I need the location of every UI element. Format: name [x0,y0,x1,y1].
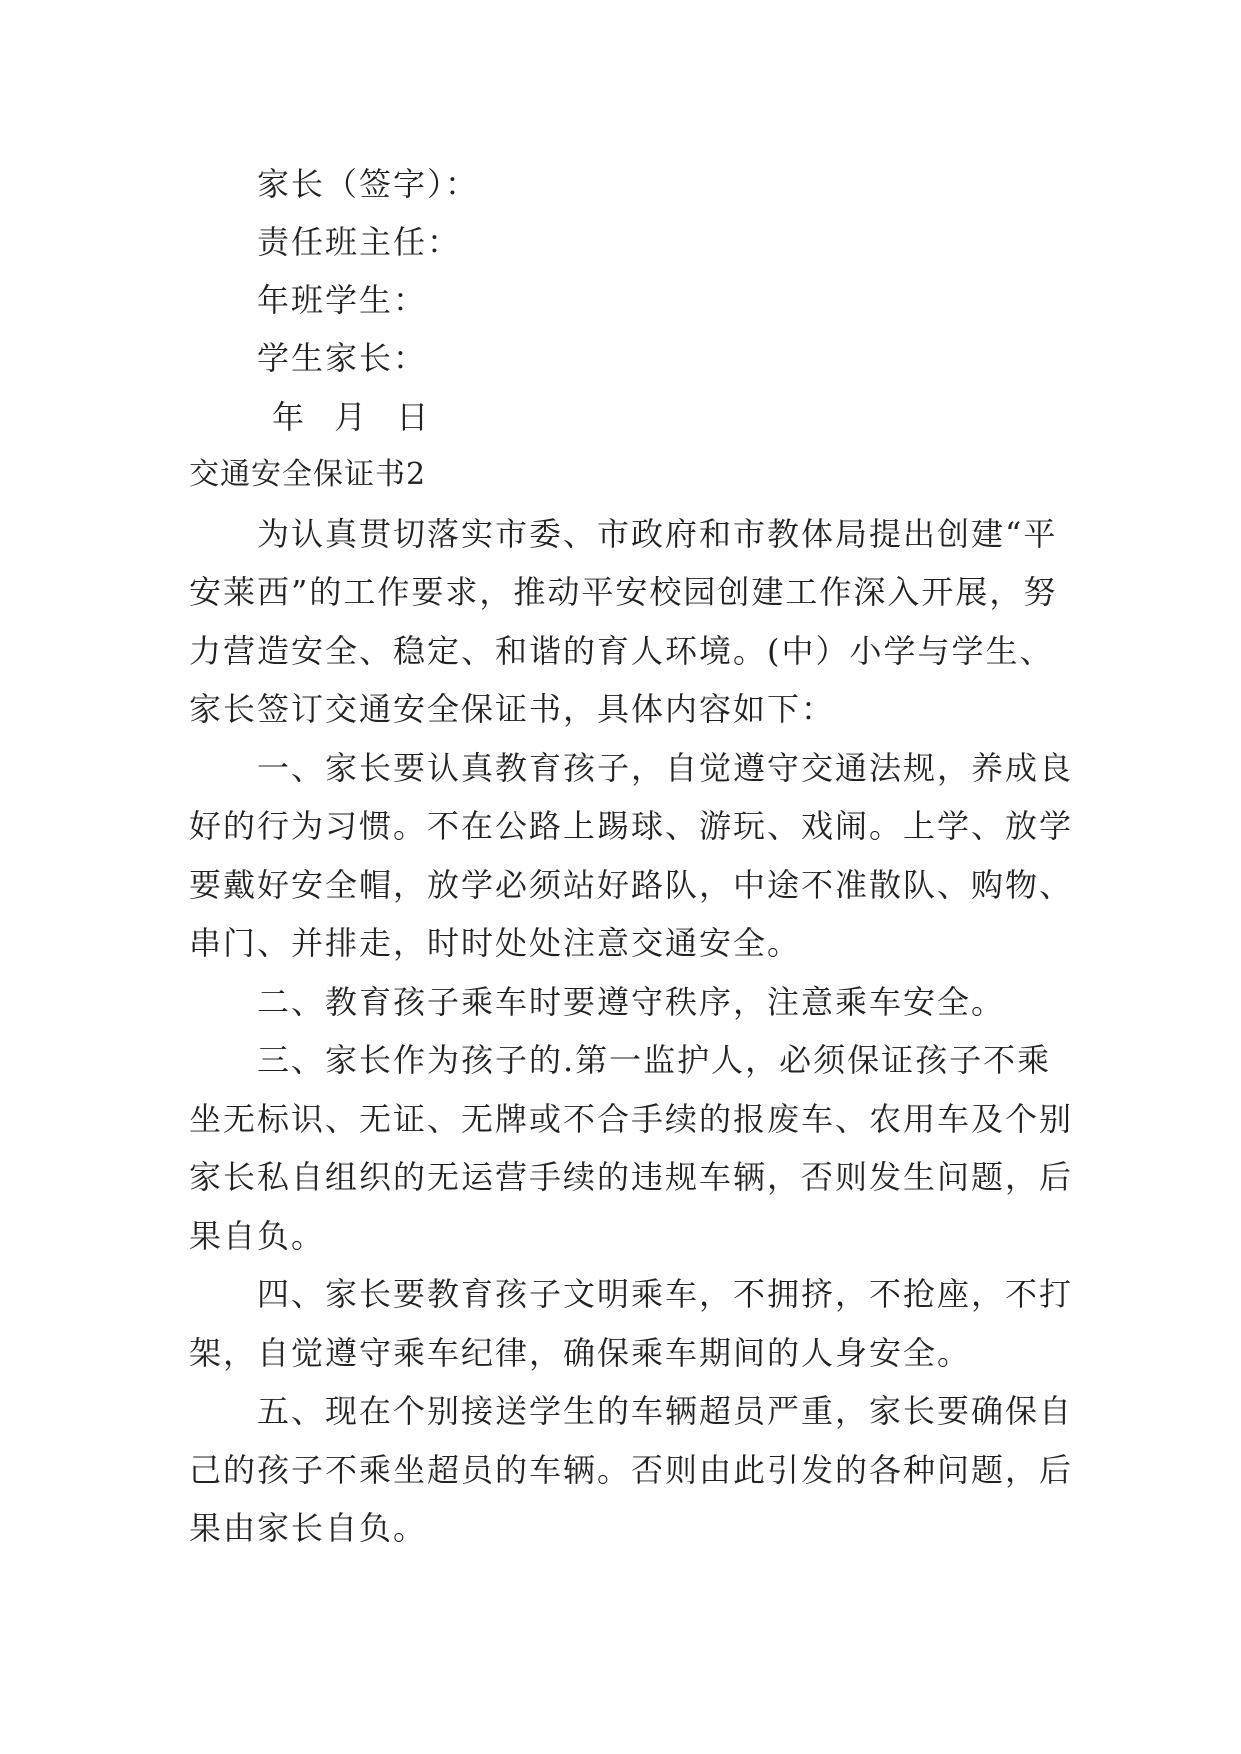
student-parent-line: 学生家长： [257,339,428,377]
paragraph-line: 坐无标识、无证、无牌或不合手续的报废车、农用车及个别 [189,1100,1074,1138]
paragraph-line: 果由家长自负。 [189,1509,428,1547]
paragraph-line: 三、家长作为孩子的.第一监护人，必须保证孩子不乘 [257,1041,1052,1079]
class-student-line: 年班学生： [257,281,428,319]
paragraph-line: 家长签订交通安全保证书，具体内容如下： [189,690,836,728]
paragraph-line: 五、现在个别接送学生的车辆超员严重，家长要确保自 [257,1392,1074,1430]
paragraph-line: 一、家长要认真教育孩子，自觉遵守交通法规，养成良 [257,749,1074,787]
paragraph-line: 安莱西”的工作要求，推动平安校园创建工作深入开展，努 [189,573,1058,611]
head-teacher-line: 责任班主任： [257,223,462,261]
paragraph-line: 力营造安全、稳定、和谐的育人环境。(中）小学与学生、 [189,632,1054,670]
paragraph-line: 二、教育孩子乘车时要遵守秩序，注意乘车安全。 [257,983,1006,1021]
paragraph-line: 家长私自组织的无运营手续的违规车辆，否则发生问题，后 [189,1158,1074,1196]
paragraph-line: 果自负。 [189,1217,326,1255]
paragraph-line: 架，自觉遵守乘车纪律，确保乘车期间的人身安全。 [189,1334,972,1372]
paragraph-line: 四、家长要教育孩子文明乘车，不拥挤，不抢座，不打 [257,1275,1074,1313]
paragraph-line: 好的行为习惯。不在公路上踢球、游玩、戏闹。上学、放学 [189,807,1074,845]
paragraph-line: 串门、并排走，时时处处注意交通安全。 [189,924,802,962]
paragraph-line: 为认真贯切落实市委、市政府和市教体局提出创建“平 [257,515,1058,553]
paragraph-line: 要戴好安全帽，放学必须站好路队，中途不准散队、购物、 [189,866,1074,904]
parent-signature-line: 家长（签字）： [257,165,480,203]
date-line: 年 月 日 [272,398,439,436]
section-title: 交通安全保证书2 [189,457,427,492]
paragraph-line: 己的孩子不乘坐超员的车辆。否则由此引发的各种问题，后 [189,1451,1074,1489]
